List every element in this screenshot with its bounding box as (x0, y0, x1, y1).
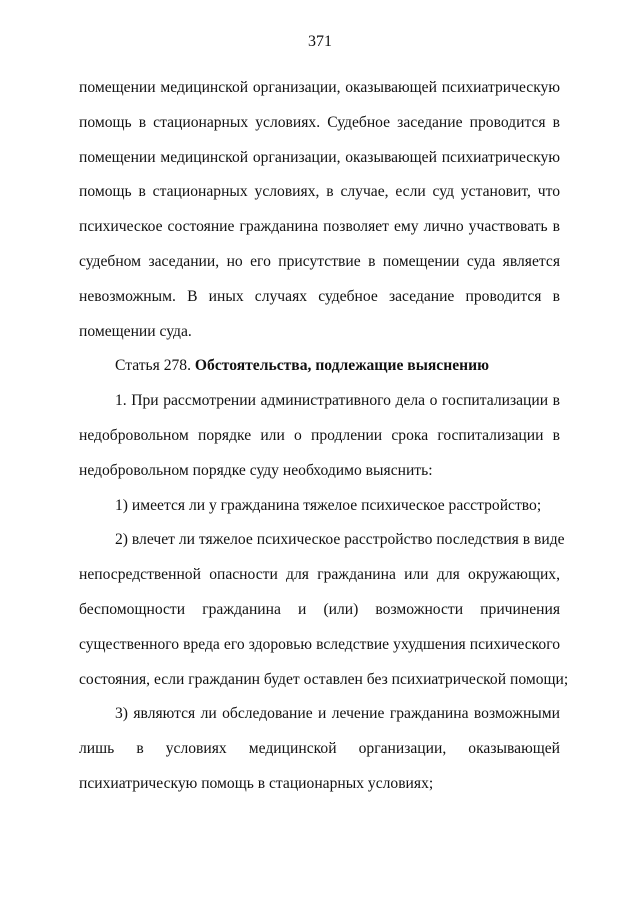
text-line: помощь в стационарных условиях, в случае, если суд установит, что (79, 183, 560, 201)
article-number: Статья 278. (115, 357, 195, 375)
text-line: недобровольном порядке суду необходимо выяснить: (79, 461, 433, 479)
text-line: лишь в условиях медицинской организации, оказывающей (79, 740, 560, 758)
text-line: невозможным. В иных случаях судебное заседание проводится в (79, 287, 560, 305)
paragraph-item-1 (79, 384, 560, 488)
text-line: 1. При рассмотрении административного дела о госпитализации в (115, 392, 560, 410)
text-line: непосредственной опасности для гражданина или для окружающих, (79, 566, 560, 584)
text-line: помощь в стационарных условиях. Судебное заседание проводится в (79, 113, 560, 131)
text-line: 1) имеется ли у гражданина тяжелое психическое расстройство; (115, 496, 542, 514)
text-line: состояния, если гражданин будет оставлен без психиатрической помощи; (79, 670, 569, 688)
text-line: помещении медицинской организации, оказывающей психиатрическую (79, 79, 560, 96)
subitem-1 (79, 489, 560, 524)
text-line: 3) являются ли обследование и лечение гражданина возможными (115, 705, 560, 723)
text-line: помещении суда. (79, 322, 192, 340)
text-line: психиатрическую помощь в стационарных условиях; (79, 774, 434, 792)
document-body (79, 71, 569, 802)
text-line: существенного вреда его здоровью вследствие ухудшения психического (79, 635, 560, 653)
subitem-2 (79, 523, 569, 697)
text-line: судебном заседании, но его присутствие в помещении суда является (79, 252, 560, 270)
text-line: беспомощности гражданина и (или) возможности причинения (79, 600, 560, 618)
text-line: недобровольном порядке или о продлении срока госпитализации в (79, 426, 560, 444)
page-number: 371 (308, 33, 332, 50)
subitem-3 (79, 697, 560, 801)
text-line: помещении медицинской организации, оказывающей психиатрическую (79, 148, 560, 166)
article-heading (79, 349, 560, 384)
text-line: 2) влечет ли тяжелое психическое расстройство последствия в виде (115, 531, 565, 549)
text-line: психическое состояние гражданина позволяет ему лично участвовать в (79, 218, 560, 236)
article-title: Обстоятельства, подлежащие выяснению (194, 357, 490, 375)
paragraph-hospital-session (79, 71, 560, 349)
